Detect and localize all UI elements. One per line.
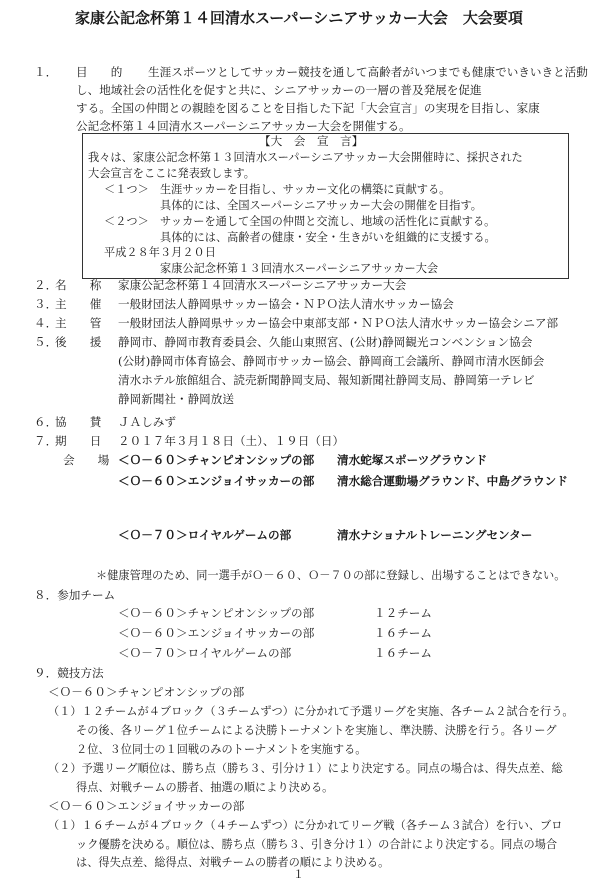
- item-number: ２．: [34, 278, 58, 292]
- item-value: (公財)静岡市体育協会、静岡市サッカー協会、静岡商工会議所、静岡市清水医師会: [118, 354, 545, 368]
- teams-heading: ８．参加チーム: [34, 588, 116, 602]
- declaration-date: 平成２８年３月２０日: [104, 246, 216, 259]
- purpose-line: 生涯スポーツとしてサッカー競技を通して高齢者がいつまでも健康でいきいきと活動: [148, 65, 588, 79]
- item-number: ６．: [34, 415, 58, 429]
- method-line: 得点、対戦チームの勝者、抽選の順により決める。: [76, 781, 334, 794]
- health-note: ＊健康管理のため、同一選手がＯ－６０、Ｏ－７０の部に登録し、出場することはできない。: [96, 569, 566, 582]
- item-number: ３．: [34, 297, 58, 311]
- item-value: 清水ホテル旅館組合、読売新聞静岡支局、報知新聞社静岡支局、静岡第一テレビ: [118, 373, 535, 387]
- venue-division: ＜Ｏ－６０＞チャンピオンシップの部: [118, 453, 315, 467]
- item-number: ５．: [34, 335, 58, 349]
- method-line: ２位、３位同士の１回戦のみのトーナメントを実施する。: [76, 743, 367, 756]
- page-number: １: [293, 868, 304, 881]
- venue-place: 清水総合運動場グラウンド、中島グラウンド: [337, 474, 568, 488]
- declaration-line: 具体的には、全国スーパーシニアサッカー大会の開催を目指す。: [160, 199, 482, 212]
- item-value: 一般財団法人静岡県サッカー協会・ＮＰＯ法人清水サッカー協会: [118, 297, 454, 311]
- venue-place: 清水ナショナルトレーニングセンター: [337, 528, 533, 542]
- team-division: ＜Ｏ－６０＞エンジョイサッカーの部: [118, 626, 315, 640]
- schedule-number: ７．: [34, 434, 58, 448]
- declaration-line: ＜２つ＞ サッカーを通して全国の仲間と交流し、地域の活性化に貢献する。: [104, 215, 496, 228]
- method-subheading: ＜Ｏ－６０＞チャンピオンシップの部: [48, 685, 245, 699]
- schedule-label: 期 日: [55, 434, 102, 448]
- item-label: 主 管: [55, 316, 102, 330]
- team-count: １２チーム: [374, 606, 432, 620]
- team-division: ＜Ｏ－６０＞チャンピオンシップの部: [118, 606, 315, 620]
- venue-label: 会 場: [63, 453, 110, 467]
- item-value: 静岡新聞社・静岡放送: [118, 392, 234, 406]
- item-label: 主 催: [55, 297, 102, 311]
- declaration-signature: 家康公記念杯第１３回清水スーパーシニアサッカー大会: [160, 262, 439, 275]
- method-line: （１）１２チームが４ブロック（３チームずつ）に分かれて予選リーグを実施、各チーム２試合を行う。: [48, 705, 574, 718]
- item-value: 一般財団法人静岡県サッカー協会中東部支部・ＮＰＯ法人清水サッカー協会シニア部: [118, 316, 559, 330]
- declaration-line: ＜１つ＞ 生涯サッカーを目指し、サッカー文化の構築に貢献する。: [104, 183, 451, 196]
- declaration-line: 具体的には、高齢者の健康・安全・生きがいを組織的に支援する。: [160, 231, 496, 244]
- method-line: ック優勝を決める。順位は、勝ち点（勝ち３、引き分け１）の合計により決定する。同点の場合: [76, 838, 558, 851]
- venue-place: 清水蛇塚スポーツグラウンド: [337, 453, 488, 467]
- item-value: 静岡市、静岡市教育委員会、久能山東照宮、(公財)静岡観光コンベンション協会: [118, 335, 533, 349]
- method-subheading: ＜Ｏ－６０＞エンジョイサッカーの部: [48, 799, 245, 813]
- method-line: は、得失点差、総得点、対戦チームの勝者の順により決める。: [76, 856, 390, 869]
- item-label: 名 称: [55, 278, 102, 292]
- team-count: １６チーム: [374, 646, 432, 660]
- purpose-line: し、地域社会の活性化を促すと共に、シニアサッカーの一層の普及発展を促進: [76, 83, 482, 97]
- team-division: ＜Ｏ－７０＞ロイヤルゲームの部: [118, 646, 292, 660]
- declaration-heading: 【大 会 宣 言】: [259, 134, 364, 148]
- item-label: 後 援: [55, 335, 102, 349]
- method-line: （２）予選リーグ順位は、勝ち点（勝ち３、引分け１）により決定する。同点の場合は、得失点差、総: [48, 762, 563, 775]
- declaration-line: 我々は、家康公記念杯第１３回清水スーパーシニアサッカー大会開催時に、採択された: [88, 151, 523, 164]
- purpose-label: 目 的: [76, 65, 123, 79]
- method-line: （１）１６チームが４ブロック（４チームずつ）に分かれてリーグ戦（各チーム３試合）を行い、ブロ: [48, 819, 563, 832]
- item-number: ４．: [34, 316, 58, 330]
- purpose-number: １．: [34, 65, 58, 79]
- purpose-line: 公記念杯第１４回清水スーパーシニアサッカー大会を開催する。: [76, 119, 411, 133]
- document-title: 家康公記念杯第１４回清水スーパーシニアサッカー大会 大会要項: [75, 9, 523, 27]
- item-label: 協 賛: [55, 415, 102, 429]
- venue-division: ＜Ｏ－７０＞ロイヤルゲームの部: [118, 528, 292, 542]
- item-value: ＪＡしみず: [118, 415, 176, 429]
- venue-division: ＜Ｏ－６０＞エンジョイサッカーの部: [118, 474, 315, 488]
- method-heading: ９．競技方法: [34, 666, 104, 680]
- team-count: １６チーム: [374, 626, 432, 640]
- schedule-date: ２０１７年３月１８日（土）、１９日（日）: [118, 434, 345, 448]
- item-value: 家康公記念杯第１４回清水スーパーシニアサッカー大会: [118, 278, 407, 292]
- declaration-line: 大会宣言をここに発表致します。: [88, 167, 255, 180]
- purpose-line: する。全国の仲間との親睦を図ることを目指した下記「大会宣言」の実現を目指し、家康: [76, 101, 540, 115]
- method-line: その後、各リーグ１位チームによる決勝トーナメントを実施し、準決勝、決勝を行う。各リーグ: [76, 724, 557, 737]
